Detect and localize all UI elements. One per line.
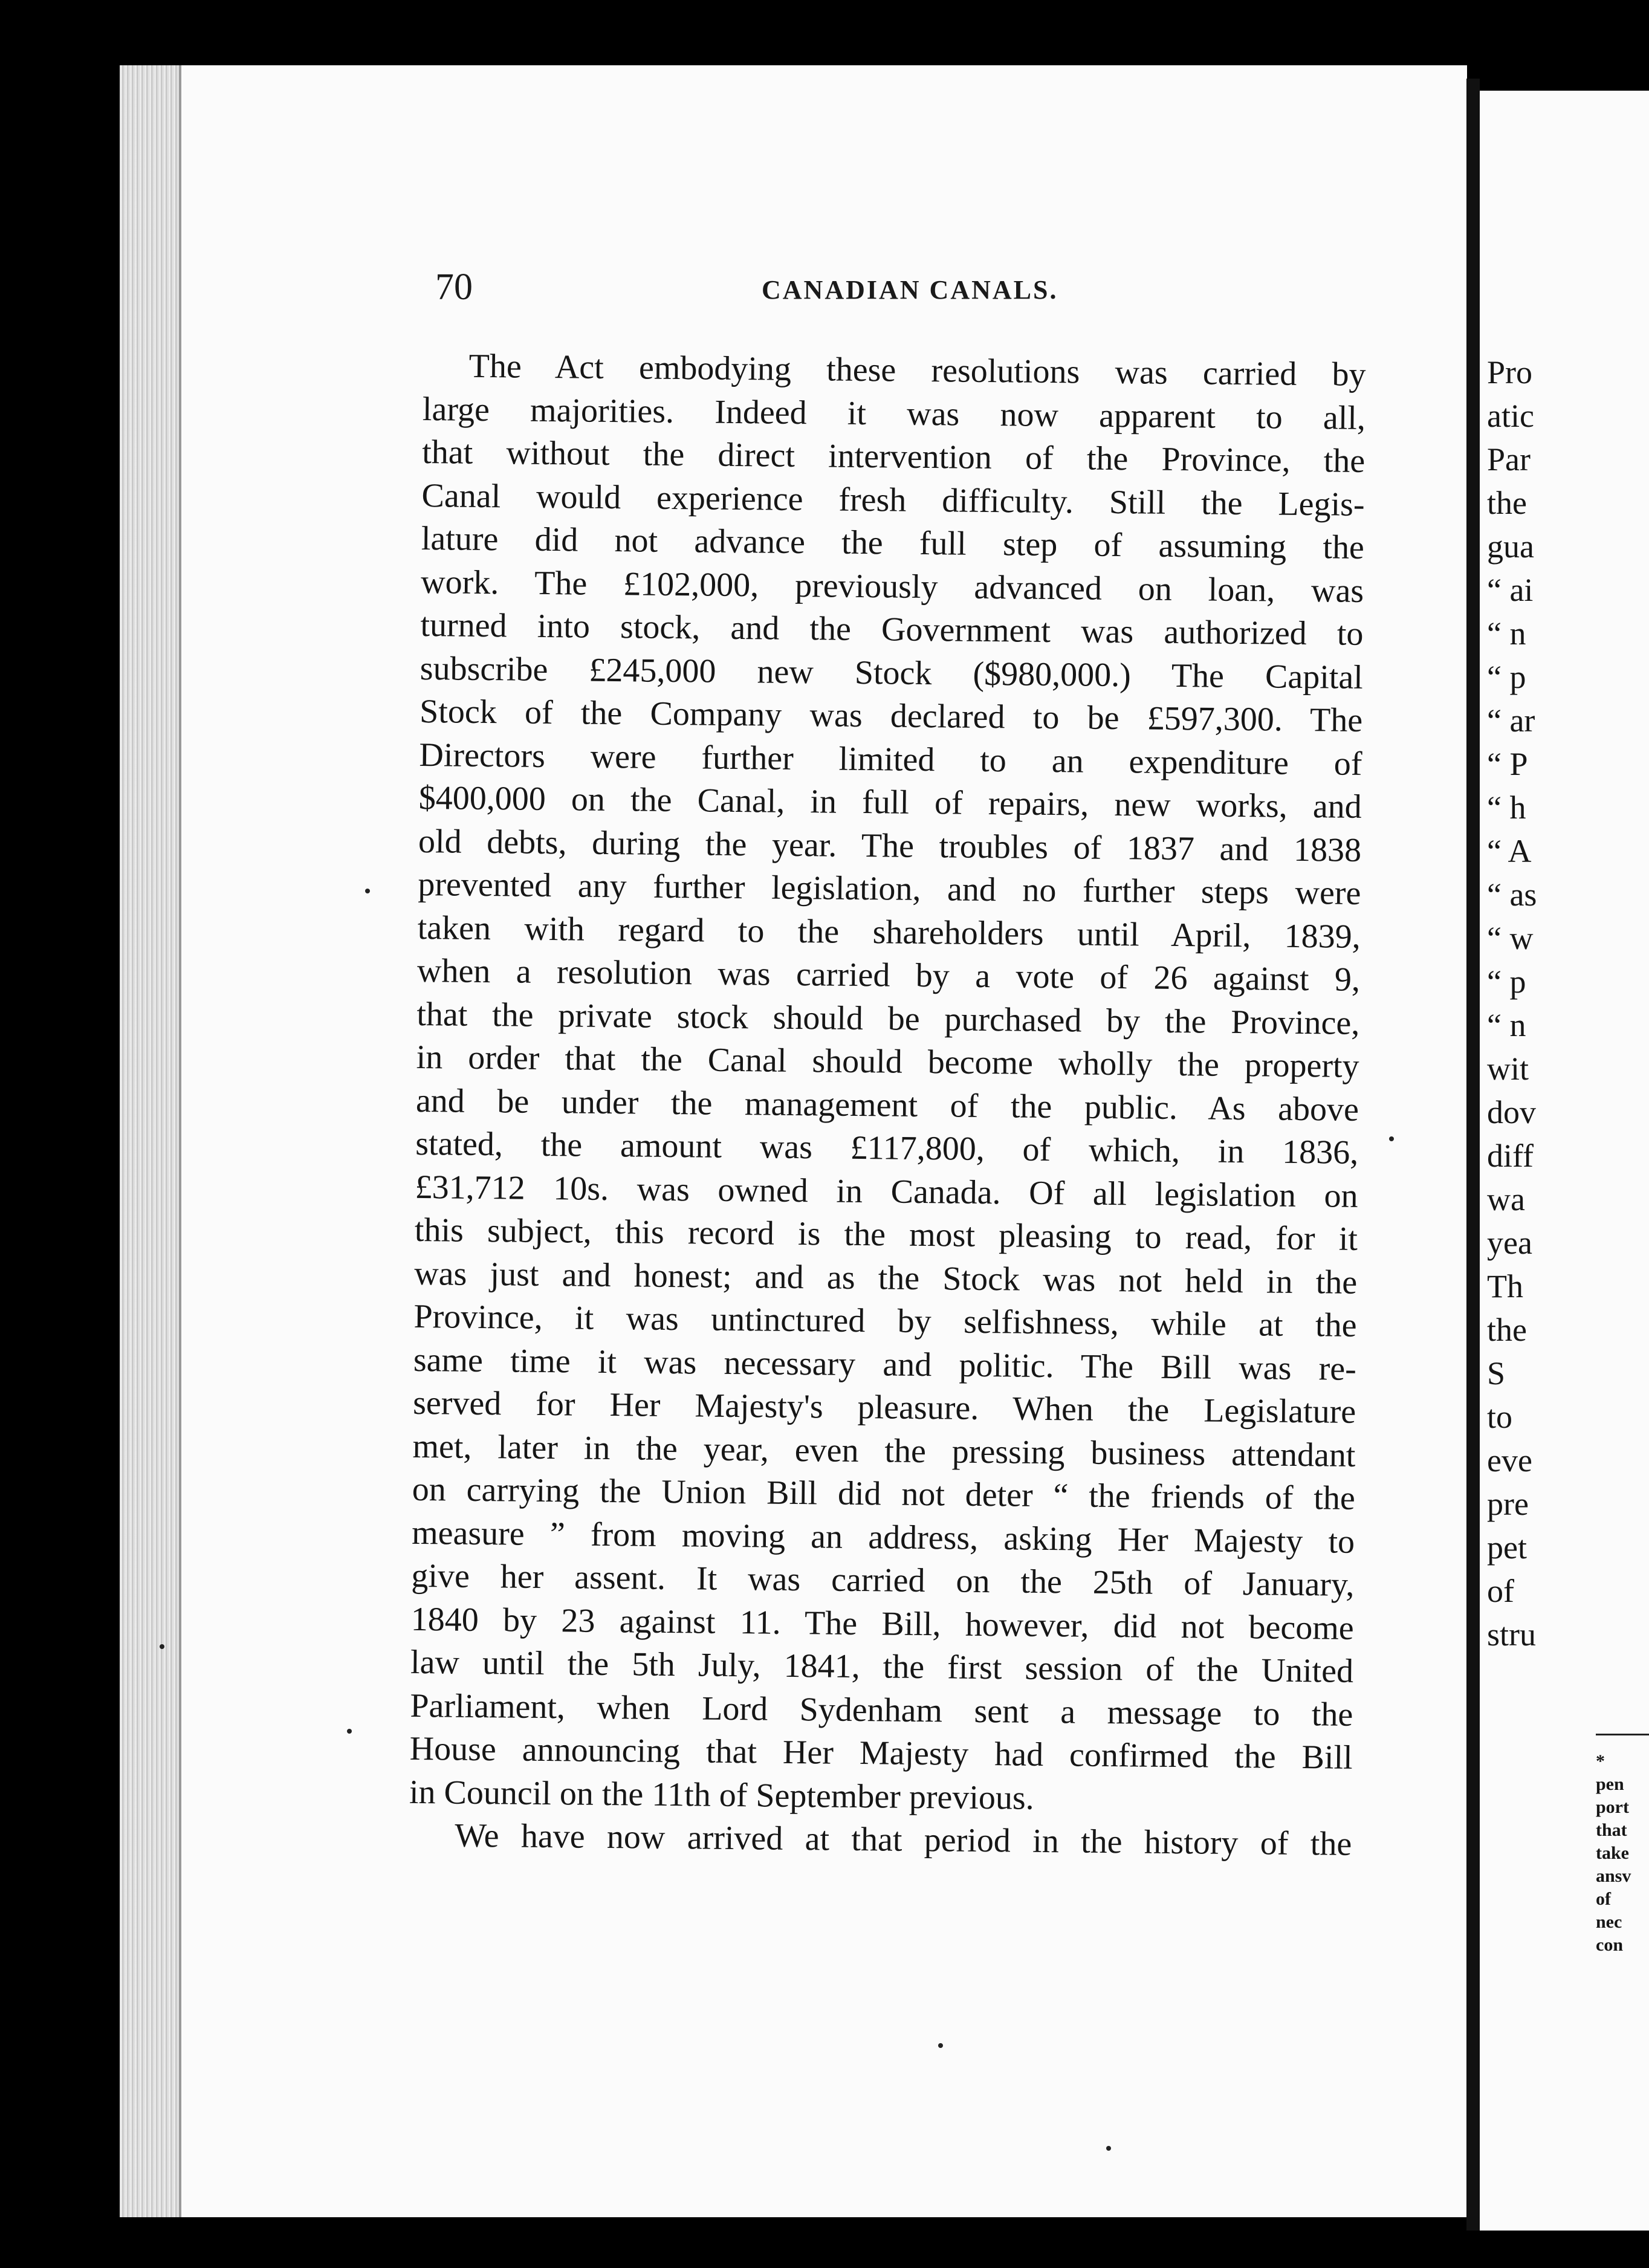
scan-speck (160, 1644, 164, 1649)
text-line: 1840 by 23 against 11. The Bill, however, did not become (410, 1600, 1354, 1647)
right-text-line: pet (1487, 1529, 1527, 1566)
text-line: Stock of the Company was declared to be £597,300. The (419, 692, 1363, 739)
text-line: We have now arrived at that period in the history of the (455, 1816, 1352, 1863)
text-line: large majorities. Indeed it was now apparent to all, (422, 390, 1366, 437)
right-text-line: Pro (1487, 354, 1533, 390)
right-text-line: Th (1487, 1268, 1523, 1304)
footnote-rule (1596, 1734, 1649, 1735)
text-line: $400,000 on the Canal, in full of repairs, new works, and (418, 779, 1362, 826)
text-line: turned into stock, and the Government was authorized to (420, 606, 1364, 653)
text-line: Canal would experience fresh difficulty. Still the Legis- (421, 476, 1365, 523)
text-line: served for Her Majesty's pleasure. When the Legislature (412, 1384, 1356, 1431)
page-header (435, 266, 1378, 308)
page-number: 70 (435, 267, 473, 308)
footnote-line: nec (1596, 1912, 1622, 1932)
footnote-line: take (1596, 1843, 1629, 1863)
right-text-line: “ p (1487, 964, 1526, 1000)
text-line: that without the direct intervention of the Province, the (421, 433, 1366, 480)
right-text-line: “ h (1487, 789, 1526, 826)
text-line: subscribe £245,000 new Stock ($980,000.) The Capital (420, 649, 1364, 696)
text-line: measure ” from moving an address, asking Her Majesty to (411, 1514, 1355, 1561)
text-line: law until the 5th July, 1841, the first session of the United (410, 1643, 1354, 1690)
page-edges (120, 65, 180, 2217)
right-text-line: wit (1487, 1051, 1529, 1087)
text-line: The Act embodying these resolutions was carried by (468, 347, 1366, 394)
text-line: same time it was necessary and politic. The Bill was re- (413, 1341, 1357, 1388)
footnote-line: of (1596, 1889, 1611, 1909)
page-edge-shadow (179, 65, 181, 2217)
text-line: House announcing that Her Majesty had confirmed the Bill (409, 1729, 1353, 1777)
scan-speck (347, 1729, 352, 1734)
text-line: Directors were further limited to an expenditure of (419, 736, 1362, 783)
text-line: this subject, this record is the most pleasing to read, for it (414, 1211, 1358, 1258)
text-line: £31,712 10s. was owned in Canada. Of all legislation on (415, 1168, 1358, 1215)
footnote-line: that (1596, 1820, 1627, 1840)
text-line: Parliament, when Lord Sydenham sent a message to the (410, 1686, 1353, 1734)
right-text-line: gua (1487, 528, 1534, 565)
text-line: and be under the management of the public. As above (415, 1081, 1359, 1129)
scan-speck (1389, 1136, 1394, 1141)
footnote-line: ansv (1596, 1866, 1631, 1886)
right-text-line: wa (1487, 1181, 1525, 1217)
right-text-line: the (1487, 1312, 1527, 1348)
right-page-footnotes (1596, 1750, 1631, 1957)
text-line: lature did not advance the full step of assuming the (421, 519, 1365, 566)
right-text-line: pre (1487, 1486, 1529, 1522)
right-page-text (1487, 351, 1537, 1656)
right-text-line: diff (1487, 1138, 1534, 1174)
footnote-line: pen (1596, 1774, 1624, 1794)
right-text-line: dov (1487, 1094, 1536, 1130)
right-text-line: eve (1487, 1442, 1532, 1479)
text-line: met, later in the year, even the pressing business attendant (412, 1427, 1356, 1474)
right-text-line: the (1487, 485, 1527, 521)
text-line: when a resolution was carried by a vote of 26 against 9, (416, 951, 1361, 999)
footnote-line: con (1596, 1935, 1623, 1955)
scan-speck (1106, 2146, 1111, 2151)
text-line: Province, it was untinctured by selfishness, while at the (413, 1297, 1357, 1344)
text-line: was just and honest; and as the Stock was not held in the (413, 1254, 1358, 1301)
right-text-line: “ ai (1487, 572, 1534, 608)
text-line: in Council on the 11th of September previous. (409, 1773, 1035, 1817)
right-text-line: Par (1487, 441, 1531, 478)
body-text (409, 345, 1366, 1866)
right-text-line: “ P (1487, 746, 1528, 782)
text-line: on carrying the Union Bill did not deter “ the friends of the (412, 1470, 1356, 1517)
right-text-line: “ as (1487, 876, 1537, 913)
right-text-line: “ ar (1487, 702, 1535, 739)
right-text-line: “ n (1487, 1007, 1526, 1043)
right-text-line: S (1487, 1355, 1506, 1392)
scan-speck (938, 2043, 943, 2048)
text-line: stated, the amount was £117,800, of which, in 1836, (415, 1124, 1359, 1171)
book-gutter (1466, 79, 1480, 2231)
footnote-line: port (1596, 1797, 1629, 1817)
text-line: prevented any further legislation, and no further steps were (418, 865, 1361, 912)
text-line: give her assent. It was carried on the 25th of January, (411, 1557, 1355, 1604)
right-text-line: “ p (1487, 659, 1526, 695)
text-line: work. The £102,000, previously advanced on loan, was (420, 563, 1364, 610)
right-text-line: “ n (1487, 615, 1526, 652)
text-line: that the private stock should be purchased by the Province, (416, 995, 1360, 1042)
right-text-line: yea (1487, 1225, 1532, 1261)
right-text-line: “ w (1487, 920, 1534, 956)
text-line: old debts, during the year. The troubles of 1837 and 1838 (418, 822, 1362, 869)
scan-speck (365, 889, 370, 893)
right-text-line: to (1487, 1399, 1513, 1435)
right-text-line: of (1487, 1573, 1514, 1609)
right-text-line: “ A (1487, 833, 1532, 869)
running-head: CANADIAN CANALS. (762, 275, 1058, 305)
footnote-line: * (1596, 1751, 1605, 1771)
text-line: in order that the Canal should become wholly the property (416, 1038, 1359, 1085)
text-line: taken with regard to the shareholders until April, 1839, (417, 909, 1361, 956)
right-text-line: atic (1487, 398, 1534, 434)
right-text-line: stru (1487, 1616, 1536, 1653)
